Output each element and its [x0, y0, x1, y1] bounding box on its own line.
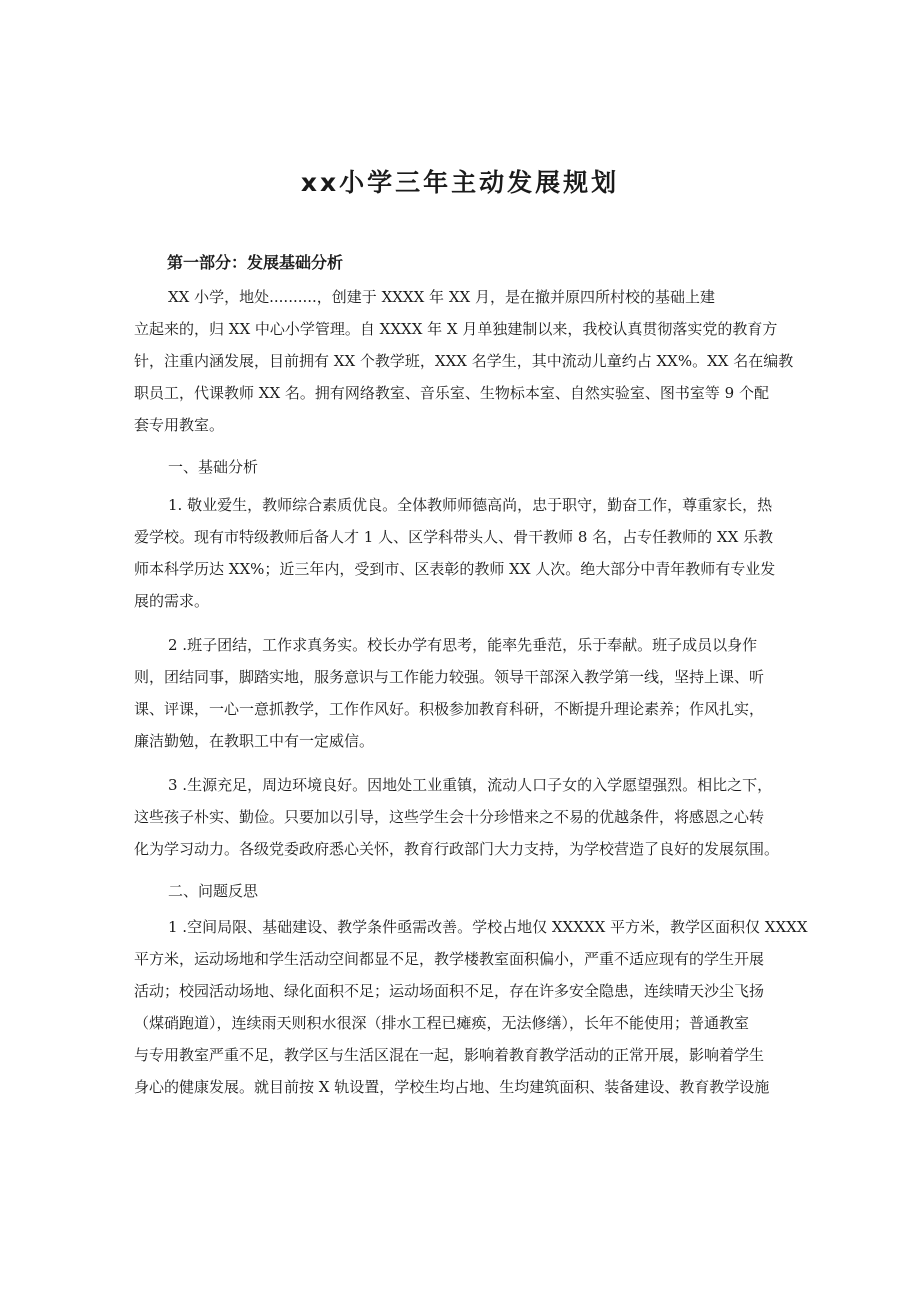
- item1-line: 展的需求。: [134, 592, 210, 610]
- problem1-line: （煤硝跑道），连续雨天则积水很深（排水工程已瘫痪，无法修缮），长年不能使用；普通教室: [134, 1014, 750, 1032]
- problem1-line: 平方米，运动场地和学生活动空间都显不足，教学楼教室面积偏小，严重不适应现有的学生开展: [134, 950, 765, 968]
- item1-line: 爱学校。现有市特级教师后备人才 1 人、区学科带头人、骨干教师 8 名，占专任教师的 XX 乐教: [134, 528, 774, 546]
- item2-line: 2 .班子团结，工作求真务实。校长办学有思考，能率先垂范，乐于奉献。班子成员以身作: [168, 636, 758, 654]
- intro-line: 立起来的，归 XX 中心小学管理。自 XXXX 年 X 月单独建制以来，我校认真贯彻落实党的教育方: [134, 320, 778, 338]
- item2-line: 课、评课，一心一意抓教学，工作作风好。积极参加教育科研，不断提升理论素养；作风扎实，: [134, 700, 765, 718]
- document-title: [0, 163, 920, 199]
- intro-line: 套专用教室。: [134, 416, 225, 434]
- problem1-line: 1 .空间局限、基础建设、教学条件亟需改善。学校占地仅 XXXXX 平方米，教学区面积仅 XXXX: [168, 918, 808, 936]
- item1-line: 师本科学历达 XX%；近三年内，受到市、区表彰的教师 XX 人次。绝大部分中青年教师有专业发: [134, 560, 776, 578]
- intro-line: 针，注重内涵发展，目前拥有 XX 个教学班，XXX 名学生，其中流动儿童约占 XX%。XX 名在编教: [134, 352, 794, 370]
- item3-line: 3 .生源充足，周边环境良好。因地处工业重镇，流动人口子女的入学愿望强烈。相比之下，: [168, 776, 773, 794]
- item1-line: 1. 敬业爱生，教师综合素质优良。全体教师师德高尚，忠于职守，勤奋工作，尊重家长，热: [168, 496, 773, 514]
- subheading-basic-analysis: 一、基础分析: [168, 458, 259, 476]
- problem1-line: 活动；校园活动场地、绿化面积不足；运动场面积不足，存在许多安全隐患，连续晴天沙尘飞扬: [134, 982, 765, 1000]
- intro-line: XX 小学，地处..........，创建于 XXXX 年 XX 月，是在撤并原四所村校的基础上建: [168, 288, 715, 306]
- problem1-line: 身心的健康发展。就目前按 X 轨设置，学校生均占地、生均建筑面积、装备建设、教育教学设施: [134, 1078, 770, 1096]
- item2-line: 则，团结同事，脚踏实地，服务意识与工作能力较强。领导干部深入教学第一线，坚持上课、听: [134, 668, 765, 686]
- intro-line: 职员工，代课教师 XX 名。拥有网络教室、音乐室、生物标本室、自然实验室、图书室等 9 个配: [134, 384, 769, 402]
- item3-line: 这些孩子朴实、勤俭。只要加以引导，这些学生会十分珍惜来之不易的优越条件，将感恩之心转: [134, 808, 765, 826]
- subheading-problem-reflection: 二、问题反思: [168, 882, 259, 900]
- document-title-text: xx小学三年主动发展规划: [300, 168, 620, 197]
- problem1-line: 与专用教室严重不足，教学区与生活区混在一起，影响着教育教学活动的正常开展，影响着学生: [134, 1046, 765, 1064]
- item3-line: 化为学习动力。各级党委政府悉心关怀，教育行政部门大力支持，为学校营造了良好的发展氛围。: [134, 840, 780, 858]
- item2-line: 廉洁勤勉，在教职工中有一定威信。: [134, 732, 375, 750]
- part1-heading: 第一部分：发展基础分析: [167, 253, 344, 272]
